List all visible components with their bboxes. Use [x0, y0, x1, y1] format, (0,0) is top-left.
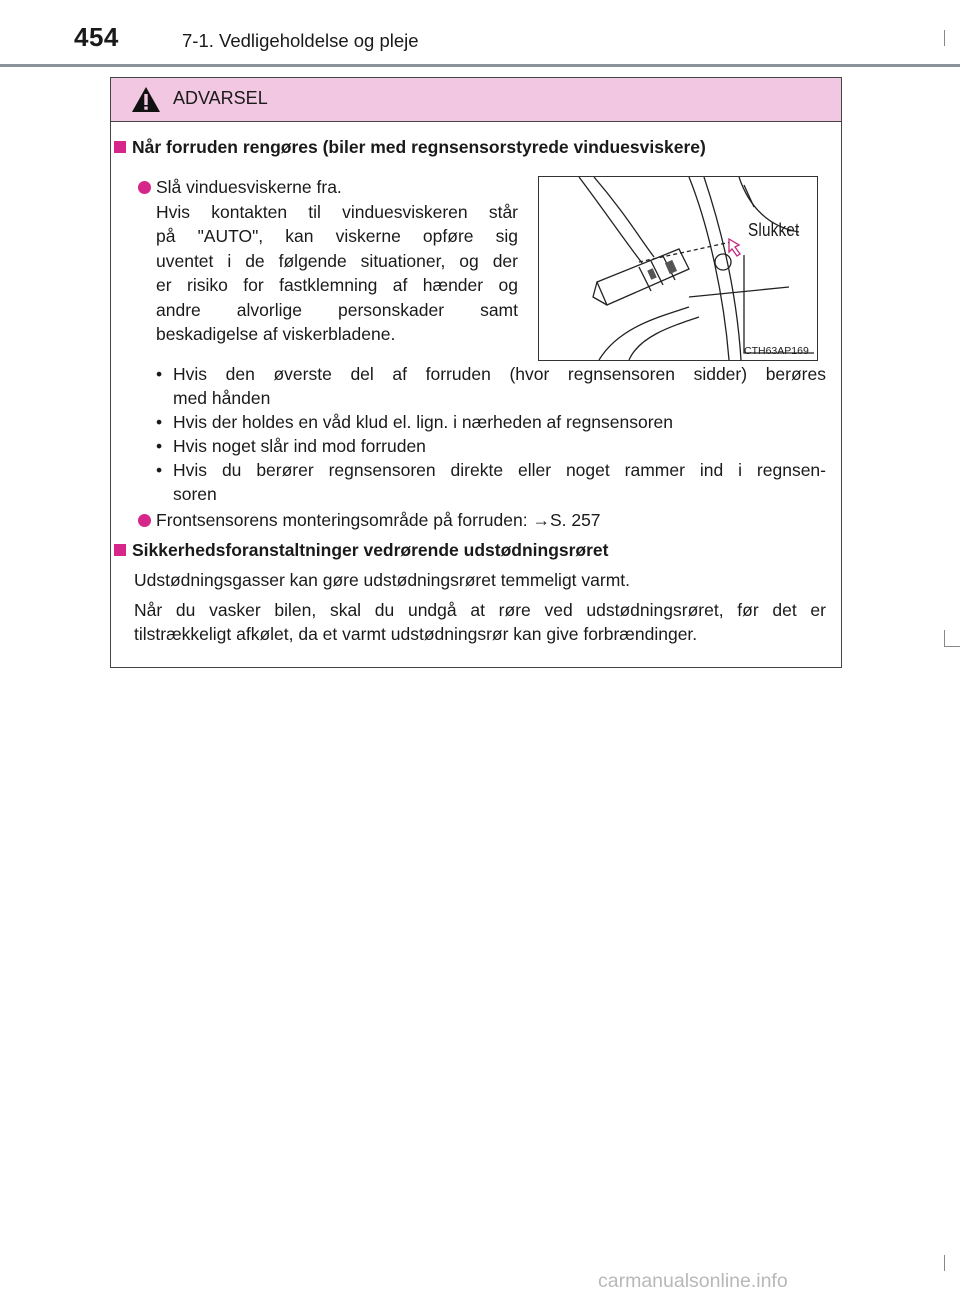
bullet-text-sensor-area: Frontsensorens monteringsområde på forruden: →S. 257: [156, 510, 601, 530]
exhaust-paragraph-2-line2: tilstrækkeligt afkølet, da et varmt udstødningsrør kan give forbrændinger.: [134, 624, 698, 644]
round-bullet-icon: [138, 181, 151, 194]
pointer-arrow-icon: [729, 239, 740, 256]
header-rule: [0, 64, 960, 67]
sub-item-line: med hånden: [173, 388, 271, 408]
section-heading-exhaust: [114, 540, 608, 561]
warning-title: ADVARSEL: [173, 88, 268, 108]
crop-mark: [944, 646, 960, 647]
dash-bullet: •: [156, 412, 163, 432]
exhaust-paragraph-2-line1: Når du vasker bilen, skal du undgå at røre ved udstødningsrøret, før det er: [134, 600, 826, 620]
dash-bullet: •: [156, 364, 163, 384]
figure-code: CTH63AP169: [744, 345, 809, 357]
crop-mark: [944, 1255, 945, 1271]
dash-bullet: •: [156, 436, 163, 456]
sub-item-line: soren: [173, 484, 217, 504]
section-heading-text: Sikkerhedsforanstaltninger vedrørende udstødningsrøret: [132, 540, 609, 560]
wiper-switch-figure: [538, 176, 818, 361]
chapter-title: 7-1. Vedligeholdelse og pleje: [182, 30, 419, 51]
warning-triangle-icon: [131, 86, 161, 113]
square-bullet-icon: [114, 141, 126, 153]
warning-header: [111, 78, 841, 122]
sub-item-line: Hvis der holdes en våd klud el. lign. i nærheden af regnsensoren: [173, 412, 674, 432]
text-line: på "AUTO", kan viskerne opføre sig: [156, 226, 518, 246]
square-bullet-icon: [114, 544, 126, 556]
watermark: carmanualsonline.info: [598, 1270, 788, 1292]
bullet-text-block: [156, 175, 518, 347]
figure-label-off: Slukket: [748, 220, 800, 240]
exhaust-paragraph-1: Udstødningsgasser kan gøre udstødningsrøret temmeligt varmt.: [134, 570, 631, 590]
sub-item-line: Hvis du berører regnsensoren direkte eller noget rammer ind i regnsen-: [173, 460, 826, 480]
text-line: andre alvorlige personskader samt: [156, 299, 518, 320]
sub-item-line: Hvis noget slår ind mod forruden: [173, 436, 426, 456]
section-heading-text: Når forruden rengøres (biler med regnsensorstyrede vinduesviskere): [132, 137, 706, 157]
text-line: er risiko for fastklemning af hænder og: [156, 275, 518, 295]
text-line: uventet i de følgende situationer, og der: [156, 250, 518, 271]
wiper-switch-illustration: [539, 177, 817, 360]
text-line: Slå vinduesviskerne fra.: [156, 177, 342, 197]
sub-item-line: Hvis den øverste del af forruden (hvor regnsensoren sidder) berøres: [173, 364, 826, 384]
text-line: Hvis kontakten til vinduesviskeren står: [156, 201, 518, 222]
crop-mark: [944, 30, 945, 46]
dash-bullet: •: [156, 460, 163, 480]
section-heading-windshield: [114, 137, 706, 158]
round-bullet-icon: [138, 514, 151, 527]
page-number: 454: [74, 22, 119, 52]
text-line: beskadigelse af viskerbladene.: [156, 324, 396, 344]
crop-mark: [944, 630, 945, 646]
